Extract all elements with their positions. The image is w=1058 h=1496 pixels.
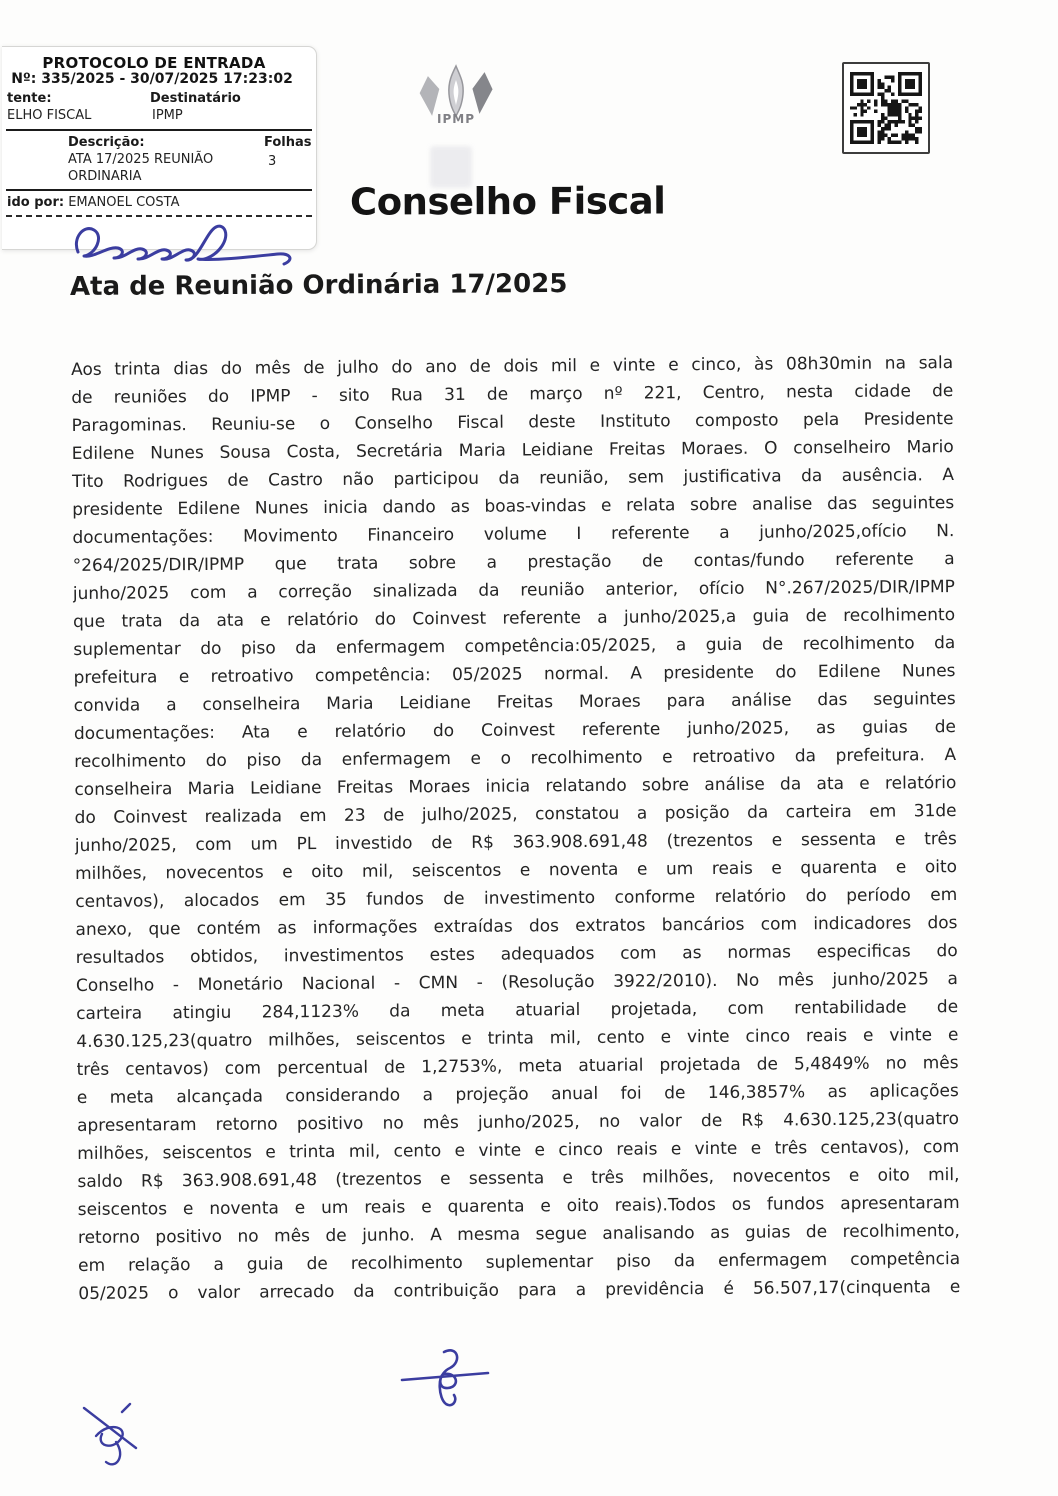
body-text-line: centavos), alocados em 35 fundos de investimento conforme relatório do período em xyxy=(75,885,958,912)
body-text-line: que trata da ata e relatório do Coinvest referente a junho/2025,a guia de recolhimento xyxy=(73,605,956,632)
body-text-line: e meta alcançada considerando a projeção anual foi de 146,3857% as aplicações xyxy=(76,1081,959,1108)
body-text-line: milhões, novecentos e oito mil, seiscentos e noventa e um reais e quarenta e oito xyxy=(74,857,958,884)
document-heading: Ata de Reunião Ordinária 17/2025 xyxy=(69,268,568,302)
body-text-line: °264/2025/DIR/IPMP que trata sobre a prestação de contas/fundo referente a xyxy=(72,549,955,576)
body-text-line: retorno positivo no mês de junho. A mesma segue analisando as guias de recolhimento, xyxy=(77,1221,960,1248)
stamp-sender-label: tente: xyxy=(7,91,52,106)
stamp-divider xyxy=(6,189,312,191)
body-text-line: documentações: Ata e relatório do Coinvest referente junho/2025, as guias de xyxy=(73,717,957,744)
stamp-description-value: ORDINARIA xyxy=(68,169,142,184)
body-text-line: conselheira Maria Leidiane Freitas Moraes inicia relatando sobre análise da ata e relatório xyxy=(74,773,957,800)
stamp-recipient-label: Destinatário xyxy=(150,91,241,106)
body-text-line: milhões, seiscentos e trinta mil, cento e vinte e cinco reais e vinte e três centavos), com xyxy=(77,1137,960,1164)
qr-code-icon xyxy=(842,62,930,154)
stamp-title: PROTOCOLO DE ENTRADA xyxy=(42,54,266,72)
body-text-line: presidente Edilene Nunes inicia dando as boas-vindas e relata sobre analise das seguintes xyxy=(72,493,955,520)
protocol-stamp xyxy=(2,46,317,250)
body-text-line: suplementar do piso da enfermagem competência:05/2025, a guia de recolhimento da xyxy=(73,633,956,660)
body-text-line: junho/2025 com a correção sinalizada da reunião anterior, ofício N°.267/2025/DIR/IPMP xyxy=(72,577,955,604)
stamp-recipient-value: IPMP xyxy=(152,108,183,123)
body-text-line: anexo, que contém as informações extraídas dos extratos bancários com indicadores dos xyxy=(75,913,958,940)
body-text-line: convida a conselheira Maria Leidiane Freitas Moraes para análise das seguintes xyxy=(73,689,956,716)
body-text-line: de reuniões do IPMP - sito Rua 31 de março nº 221, Centro, nesta cidade de xyxy=(71,381,954,408)
body-text-line: Paragominas. Reuniu-se o Conselho Fiscal deste Instituto composto pela Presidente xyxy=(71,409,954,436)
body-text-line: junho/2025, com um PL investido de R$ 363.908.691,48 (trezentos e sessenta e três xyxy=(74,829,957,856)
stamp-sender-value: ELHO FISCAL xyxy=(7,108,92,123)
stamp-received-by xyxy=(7,195,179,210)
body-text-line: Aos trinta dias do mês de julho do ano de dois mil e vinte e cinco, às 08h30min na sala xyxy=(71,353,954,380)
stamp-description-value: ATA 17/2025 REUNIÃO xyxy=(68,152,214,167)
handwritten-signature-icon xyxy=(64,213,304,275)
qr-code-modules xyxy=(850,70,922,146)
stamp-sheets-label: Folhas xyxy=(264,135,312,150)
body-text-line: do Coinvest realizada em 23 de julho/2025, constatou a posição da carteira em 31de xyxy=(74,801,957,828)
body-text-line: carteira atingiu 284,1123% da meta atuarial projetada, com rentabilidade de xyxy=(76,997,959,1024)
body-text-line: em relação a guia de recolhimento suplementar piso da enfermagem competência xyxy=(78,1249,961,1276)
body-text-line: resultados obtidos, investimentos estes adequados com as normas especificas do xyxy=(75,941,958,968)
stamp-sheets-value: 3 xyxy=(268,154,277,169)
logo-text: IPMP xyxy=(437,112,475,126)
body-text-line: 05/2025 o valor arrecado da contribuição para a previdência é 56.507,17(cinquenta e xyxy=(78,1277,961,1304)
body-text-line: seiscentos e noventa e um reais e quarenta e oito reais).Todos os fundos apresentaram xyxy=(77,1193,960,1220)
stamp-divider xyxy=(6,129,312,131)
stamp-description-label: Descrição: xyxy=(68,135,145,150)
handwritten-initials-icon xyxy=(78,1398,152,1478)
document-body xyxy=(71,349,960,1308)
body-text-line: apresentaram retorno positivo no mês junho/2025, no valor de R$ 4.630.125,23(quatro xyxy=(76,1109,960,1136)
body-text-line: 4.630.125,23(quatro milhões, seiscentos e trinta mil, cento e vinte cinco reais e vinte e xyxy=(76,1025,959,1052)
handwritten-initials-icon xyxy=(398,1344,494,1418)
stamp-received-by-value: EMANOEL COSTA xyxy=(68,195,180,210)
body-text-line: Tito Rodrigues de Castro não participou da reunião, sem justificativa da ausência. A xyxy=(71,465,955,492)
body-text-line: saldo R$ 363.908.691,48 (trezentos e sessenta e três milhões, novecentos e oito mil, xyxy=(77,1165,960,1192)
body-text-line: Conselho - Monetário Nacional - CMN - (Resolução 3922/2010). No mês junho/2025 a xyxy=(75,969,958,996)
body-text-line: Edilene Nunes Sousa Costa, Secretária Maria Leidiane Freitas Moraes. O conselheiro Mario xyxy=(71,437,954,464)
stamp-protocol-number: Nº: 335/2025 - 30/07/2025 17:23:02 xyxy=(11,71,293,87)
body-text-line: recolhimento do piso da enfermagem e o recolhimento e retroativo da prefeitura. A xyxy=(74,745,957,772)
page-title: Conselho Fiscal xyxy=(349,179,666,224)
body-text-line: três centavos) com percentual de 1,2753%, meta atuarial projetada de 5,4849% no mês xyxy=(76,1053,959,1080)
stamp-received-by-label: ido por: xyxy=(7,195,65,210)
body-text-line: prefeitura e retroativo competência: 05/2025 normal. A presidente do Edilene Nunes xyxy=(73,661,956,688)
body-text-line: documentações: Movimento Financeiro volume I referente a junho/2025,ofício N. xyxy=(72,521,955,548)
